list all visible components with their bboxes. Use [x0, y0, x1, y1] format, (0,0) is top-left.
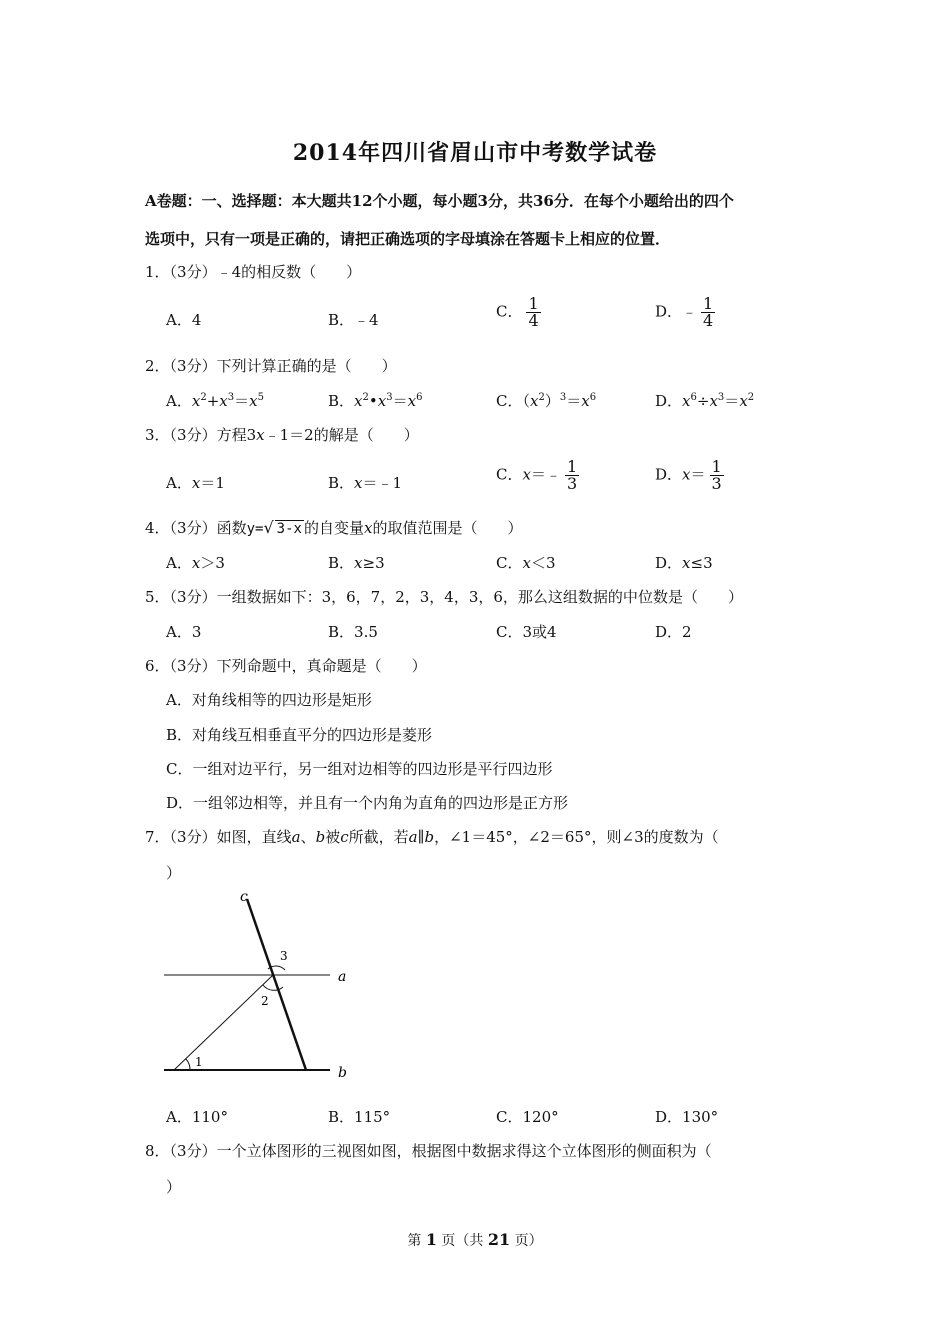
question-4-option-a: A．x＞3	[166, 554, 225, 572]
question-2-option-a: A．$x^2+x^3=x^5$	[166, 392, 264, 410]
fraction: $\frac{1}{3}$	[711, 457, 722, 493]
question-4-option-b: B．x≥3	[328, 554, 385, 572]
question-1-stem: 1．（3分）﹣4的相反数（ ）	[145, 263, 362, 281]
fraction: $\frac{1}{4}$	[703, 294, 714, 330]
fraction: $\frac{1}{4}$	[528, 294, 539, 330]
question-7-option-a: A．110°	[166, 1108, 228, 1126]
label-a: a	[338, 969, 347, 985]
question-3-stem: 3．（3分）方程3x﹣1＝2的解是（ ）	[145, 426, 419, 444]
question-7-option-c: C．120°	[496, 1108, 559, 1126]
question-3-option-c: C．x＝﹣ $\frac{1}{3}$	[496, 457, 578, 493]
label-b: b	[338, 1065, 347, 1081]
question-5-option-a: A．3	[166, 623, 202, 641]
page-footer: 第 1 页（共 21 页）	[407, 1230, 543, 1249]
page-number: 1	[425, 1230, 437, 1249]
question-1-option-a: A．4	[166, 311, 202, 329]
question-6-stem: 6．（3分）下列命题中，真命题是（ ）	[145, 657, 427, 675]
question-5-option-b: B．3.5	[328, 623, 378, 641]
angle-2-arc	[263, 985, 283, 990]
page-total: 21	[487, 1230, 511, 1249]
question-6-option-c: C．一组对边平行，另一组对边相等的四边形是平行四边形	[166, 760, 553, 778]
question-7-option-d: D．130°	[655, 1108, 719, 1126]
question-3-option-d: D．x＝ $\frac{1}{3}$	[655, 457, 722, 493]
question-5-option-d: D．2	[655, 623, 692, 641]
transversal-c	[247, 899, 306, 1070]
question-6-option-b: B．对角线互相垂直平分的四边形是菱形	[166, 726, 433, 744]
fraction: $\frac{1}{3}$	[566, 457, 578, 493]
function-expression: y=	[246, 521, 264, 537]
label-1: 1	[195, 1055, 203, 1069]
radicand: 3-x	[276, 521, 302, 537]
question-2-option-d: D．$x^6\div x^3=x^2$	[655, 392, 755, 410]
sqrt-sign: √	[263, 518, 274, 537]
question-7-option-b: B．115°	[328, 1108, 391, 1126]
question-7-stem: 7．（3分）如图，直线a、b被c所截，若a∥b，∠1＝45°，∠2＝65°，则∠3的度数为（	[145, 828, 719, 846]
question-5-stem: 5．（3分）一组数据如下：3，6，7，2，3，4，3，6，那么这组数据的中位数是（ ）	[145, 588, 743, 606]
question-7-stem-line2: ）	[166, 864, 182, 882]
question-1-option-c: C． $\frac{1}{4}$	[496, 294, 539, 330]
question-3-option-b: B．x＝﹣1	[328, 474, 403, 492]
question-3-option-a: A．x＝1	[166, 474, 225, 492]
oblique-line	[174, 975, 273, 1070]
question-1-option-b: B．﹣4	[328, 311, 379, 329]
page-title: 2014年四川省眉山市中考数学试卷	[292, 140, 658, 166]
question-8-stem-line2: ）	[166, 1178, 182, 1196]
section-header-line1: A卷题：一、选择题：本大题共12个小题，每小题3分，共36分．在每个小题给出的四个	[145, 192, 734, 210]
question-4-option-c: C．x＜3	[496, 554, 556, 572]
question-5-option-c: C．3或4	[496, 623, 557, 641]
question-4-stem: 4．（3分）函数y=√ 3-x 的自变量x的取值范围是（ ）	[145, 518, 523, 537]
question-2-stem: 2．（3分）下列计算正确的是（ ）	[145, 357, 397, 375]
question-2-option-b: B．$x^2•x^3=x^6$	[328, 392, 423, 410]
question-6-option-d: D．一组邻边相等，并且有一个内角为直角的四边形是正方形	[166, 794, 569, 812]
question-7-figure	[150, 885, 370, 1090]
label-c: c	[240, 889, 248, 905]
section-header-line2: 选项中，只有一项是正确的，请把正确选项的字母填涂在答题卡上相应的位置．	[145, 230, 671, 248]
question-1-option-d: D．﹣ $\frac{1}{4}$	[655, 294, 714, 330]
question-2-option-c: C．$(x^2)^3=x^6$	[496, 392, 597, 410]
question-4-option-d: D．x≤3	[655, 554, 713, 572]
label-2: 2	[261, 994, 269, 1008]
angle-1-arc	[186, 1059, 190, 1070]
label-3: 3	[280, 949, 288, 963]
question-6-option-a: A．对角线相等的四边形是矩形	[166, 691, 372, 709]
question-8-stem: 8．（3分）一个立体图形的三视图如图，根据图中数据求得这个立体图形的侧面积为（	[145, 1142, 712, 1160]
